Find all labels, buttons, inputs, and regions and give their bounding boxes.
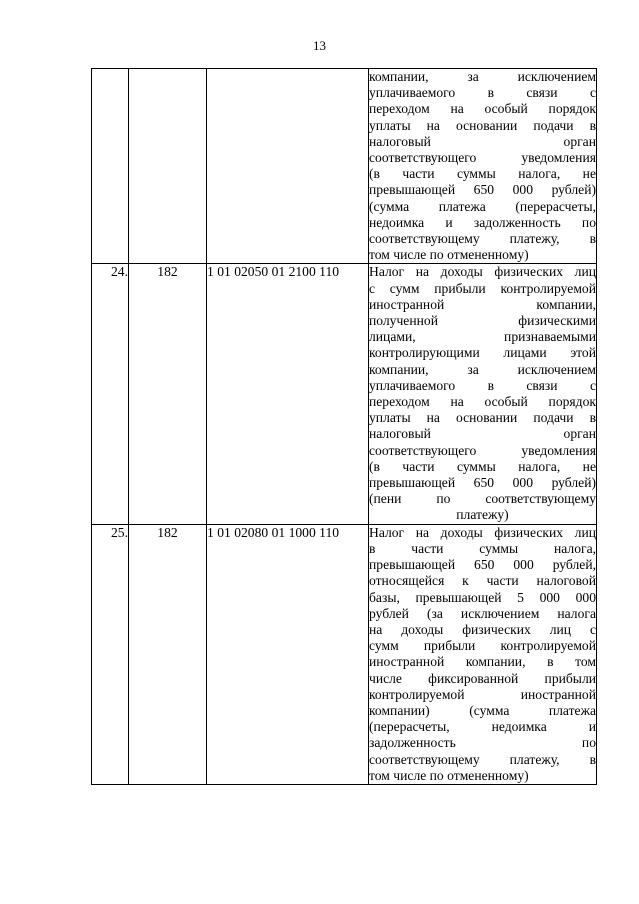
text-line: налоговый орган — [369, 133, 596, 149]
row-number-cell — [92, 69, 129, 264]
text-line: уплаты на основании подачи в — [369, 410, 596, 426]
admin-code-cell: 182 — [129, 524, 207, 784]
text-line: задолженность по — [369, 735, 596, 751]
text-line: контролирующими лицами этой — [369, 345, 596, 361]
text-line: компании, за исключением — [369, 69, 596, 84]
text-line: превышающей 650 000 рублей) — [369, 182, 596, 198]
text-line: недоимка и задолженность по — [369, 214, 596, 230]
text-line: компании, за исключением — [369, 361, 596, 377]
kbk-code-cell: 1 01 02050 01 2100 110 — [207, 264, 369, 524]
text-line: соответствующему платежу, в — [369, 751, 596, 767]
table-row — [92, 69, 597, 264]
text-line: налоговый орган — [369, 426, 596, 442]
text-line: сумм прибыли контролируемой — [369, 638, 596, 654]
text-line: уплаты на основании подачи в — [369, 117, 596, 133]
text-line: (в части суммы налога, не — [369, 458, 596, 474]
text-line: в части суммы налога, — [369, 540, 596, 556]
text-line: с сумм прибыли контролируемой — [369, 280, 596, 296]
text-line: соответствующего уведомления — [369, 150, 596, 166]
text-line: том числе по отмененному) — [369, 767, 529, 783]
text-line: уплачиваемого в связи с — [369, 377, 596, 393]
page-number: 13 — [313, 38, 326, 53]
text-line: Налог на доходы физических лиц — [369, 524, 596, 540]
text-line: полученной физическими — [369, 313, 596, 329]
text-line: (перерасчеты, недоимка и — [369, 719, 596, 735]
text-line: соответствующего уведомления — [369, 442, 596, 458]
income-name-cell — [369, 264, 597, 524]
text-line: лицами, признаваемыми — [369, 329, 596, 345]
text-line: иностранной компании, в том — [369, 654, 596, 670]
text-line: переходом на особый порядок — [369, 101, 596, 117]
text-line: том числе по отмененному) — [369, 247, 529, 263]
row-number-cell: 25. — [92, 524, 129, 784]
text-line: превышающей 650 000 рублей, — [369, 557, 596, 573]
budget-classification-table — [91, 68, 597, 785]
text-line: контролируемой иностранной — [369, 686, 596, 702]
text-line: иностранной компании, — [369, 296, 596, 312]
text-line: превышающей 650 000 рублей) — [369, 475, 596, 491]
text-line: соответствующему платежу, в — [369, 231, 596, 247]
text-line: платежу) — [456, 507, 509, 523]
text-line: относящейся к части налоговой — [369, 573, 596, 589]
admin-code-cell: 182 — [129, 264, 207, 524]
text-line: переходом на особый порядок — [369, 394, 596, 410]
kbk-code-cell — [207, 69, 369, 264]
text-line: компании) (сумма платежа — [369, 702, 596, 718]
admin-code-cell — [129, 69, 207, 264]
text-line: (сумма платежа (перерасчеты, — [369, 198, 596, 214]
table-row — [92, 524, 597, 784]
income-name-cell — [369, 524, 597, 784]
text-line: Налог на доходы физических лиц — [369, 264, 596, 280]
income-name-cell — [369, 69, 597, 264]
table-row — [92, 264, 597, 524]
text-line: (пени по соответствующему — [369, 491, 596, 507]
text-line: на доходы физических лиц с — [369, 621, 596, 637]
row-number-cell: 24. — [92, 264, 129, 524]
text-line: (в части суммы налога, не — [369, 166, 596, 182]
text-line: уплачиваемого в связи с — [369, 85, 596, 101]
text-line: базы, превышающей 5 000 000 — [369, 589, 596, 605]
kbk-code-cell: 1 01 02080 01 1000 110 — [207, 524, 369, 784]
text-line: числе фиксированной прибыли — [369, 670, 596, 686]
text-line: рублей (за исключением налога — [369, 605, 596, 621]
